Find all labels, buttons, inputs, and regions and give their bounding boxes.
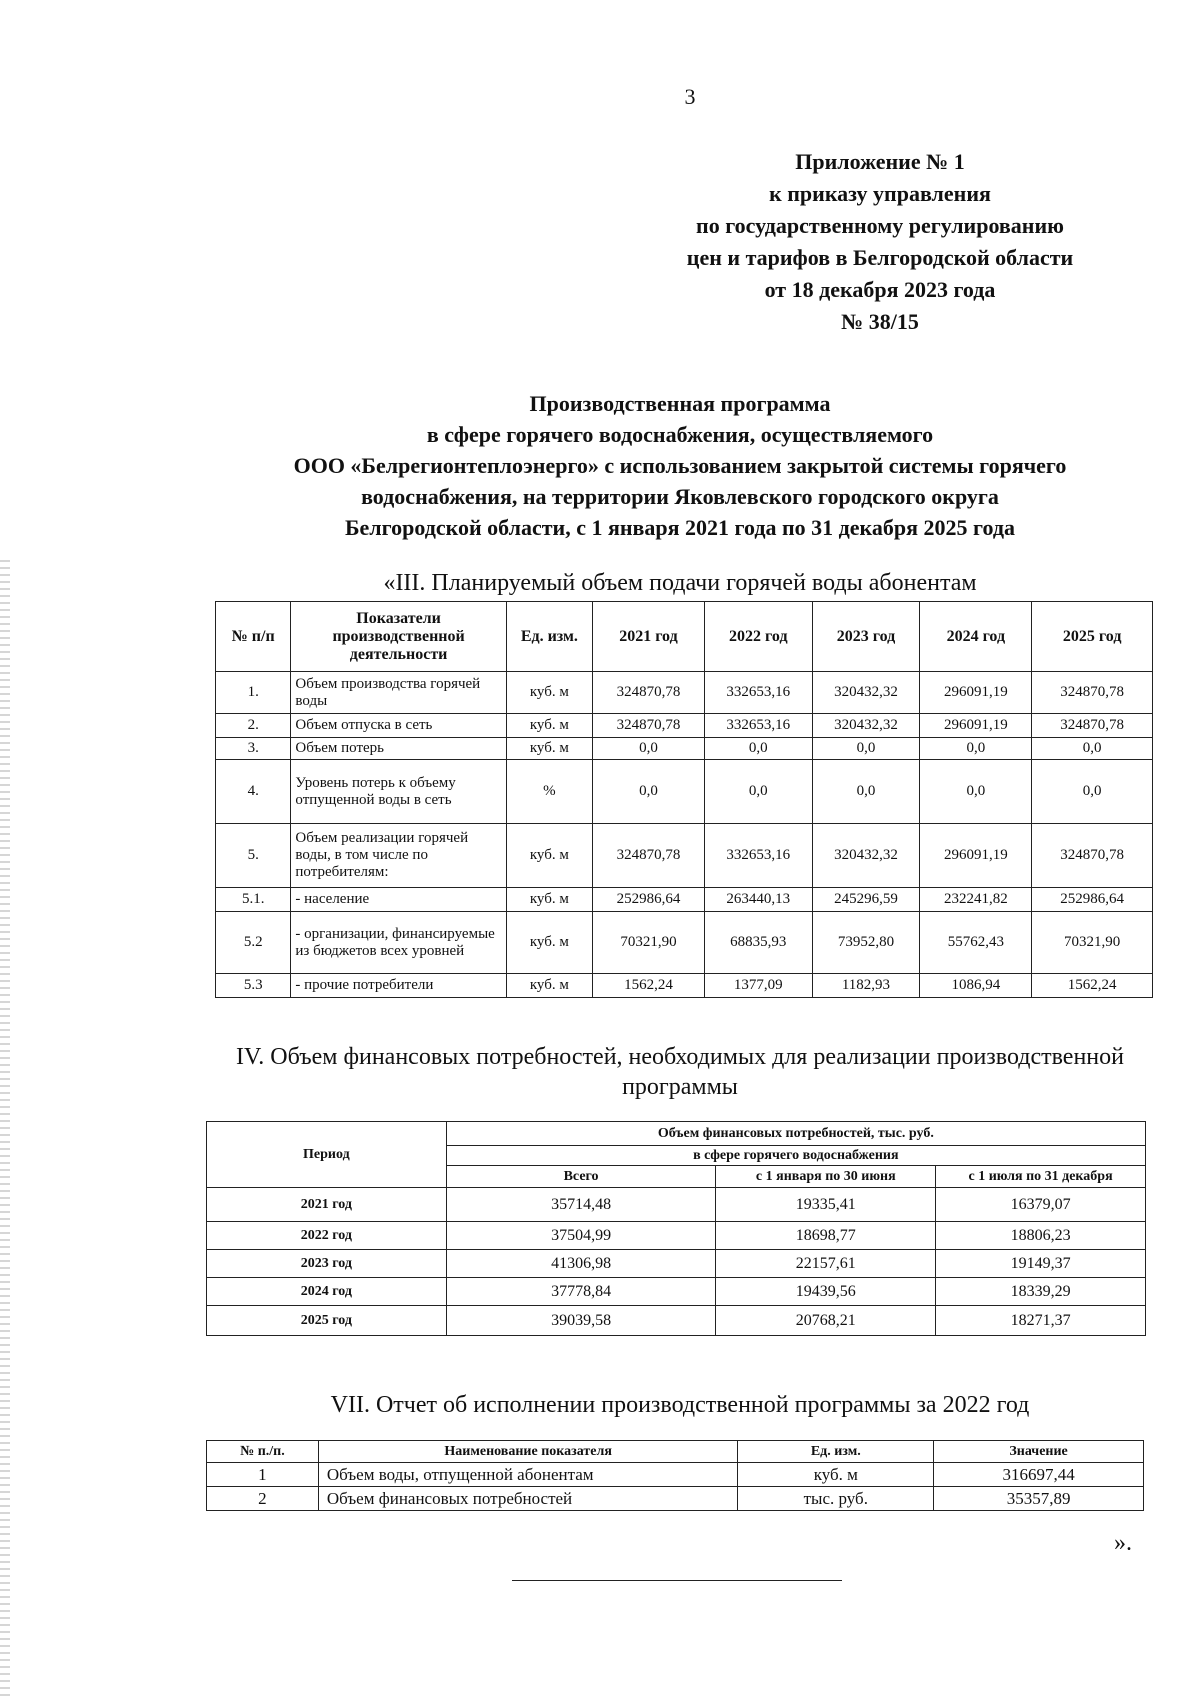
- program-title-line: Белгородской области, с 1 января 2021 года по 31 декабря 2025 года: [345, 515, 1015, 540]
- value-2021: 324870,78: [592, 714, 704, 738]
- value-2025: 1562,24: [1032, 974, 1153, 998]
- value-2022: 68835,93: [704, 912, 812, 974]
- value-h2: 16379,07: [936, 1188, 1146, 1222]
- table-row: [207, 1250, 1146, 1278]
- period: 2025 год: [207, 1306, 447, 1336]
- row-number: 5.: [216, 824, 291, 888]
- value-2021: 0,0: [592, 738, 704, 760]
- value-2022: 0,0: [704, 760, 812, 824]
- value-total: 39039,58: [446, 1306, 716, 1336]
- value-total: 37504,99: [446, 1222, 716, 1250]
- value-h1: 19335,41: [716, 1188, 936, 1222]
- program-title-line: в сфере горячего водоснабжения, осуществляемого: [426, 422, 934, 447]
- value-2021: 324870,78: [592, 824, 704, 888]
- page-number: 3: [684, 84, 696, 109]
- row-number: 1.: [216, 672, 291, 714]
- value-2024: 1086,94: [920, 974, 1032, 998]
- value-h1: 19439,56: [716, 1278, 936, 1306]
- section7-title: VII. Отчет об исполнении производственной программы за 2022 год: [330, 1392, 1030, 1418]
- indicator-name: Уровень потерь к объему отпущенной воды в сеть: [291, 760, 506, 824]
- value-2022: 0,0: [704, 738, 812, 760]
- value: 35357,89: [934, 1487, 1144, 1511]
- table-row: [216, 714, 1153, 738]
- program-title-line: ООО «Белрегионтеплоэнерго» с использованием закрытой системы горячего: [293, 453, 1067, 478]
- header-cell: № п/п: [216, 602, 291, 672]
- closing-quote-mark: ».: [1114, 1530, 1132, 1556]
- value: 316697,44: [934, 1463, 1144, 1487]
- header-cell: Ед. изм.: [738, 1441, 934, 1463]
- indicator-name: Объем финансовых потребностей: [318, 1487, 738, 1511]
- indicator-name: Объем потерь: [291, 738, 506, 760]
- value-h2: 19149,37: [936, 1250, 1146, 1278]
- header-cell: 2025 год: [1032, 602, 1153, 672]
- value-2021: 0,0: [592, 760, 704, 824]
- value-2024: 232241,82: [920, 888, 1032, 912]
- header-main: Объем финансовых потребностей, тыс. руб.: [446, 1122, 1145, 1146]
- value-h2: 18806,23: [936, 1222, 1146, 1250]
- value-2025: 324870,78: [1032, 824, 1153, 888]
- section3-title: «III. Планируемый объем подачи горячей воды абонентам: [383, 570, 977, 596]
- header-cell: Наименование показателя: [318, 1441, 738, 1463]
- table-header-row: [207, 1122, 1146, 1146]
- header-cell: Значение: [934, 1441, 1144, 1463]
- row-number: 3.: [216, 738, 291, 760]
- indicator-name: - организации, финансируемые из бюджетов всех уровней: [291, 912, 506, 974]
- header-cell: Всего: [446, 1166, 716, 1188]
- table-header-row: [207, 1441, 1144, 1463]
- indicator-name: Объем производства горячей воды: [291, 672, 506, 714]
- header-cell: Показатели производственной деятельности: [291, 602, 506, 672]
- indicator-name: Объем отпуска в сеть: [291, 714, 506, 738]
- value-2025: 324870,78: [1032, 672, 1153, 714]
- row-number: 2.: [216, 714, 291, 738]
- value-2025: 324870,78: [1032, 714, 1153, 738]
- row-number: 5.2: [216, 912, 291, 974]
- row-number: 5.1.: [216, 888, 291, 912]
- value-2024: 296091,19: [920, 714, 1032, 738]
- value-2024: 55762,43: [920, 912, 1032, 974]
- header-cell: Ед. изм.: [506, 602, 592, 672]
- table-row: [216, 912, 1153, 974]
- value-2023: 320432,32: [812, 824, 920, 888]
- value-total: 37778,84: [446, 1278, 716, 1306]
- table-row: [216, 824, 1153, 888]
- indicator-name: - население: [291, 888, 506, 912]
- appendix-line: цен и тарифов в Белгородской области: [686, 245, 1074, 270]
- value-2023: 0,0: [812, 738, 920, 760]
- value-2023: 73952,80: [812, 912, 920, 974]
- unit: куб. м: [506, 824, 592, 888]
- value-2024: 0,0: [920, 738, 1032, 760]
- unit: куб. м: [506, 888, 592, 912]
- header-cell: 2022 год: [704, 602, 812, 672]
- unit: куб. м: [506, 974, 592, 998]
- table-row: [207, 1306, 1146, 1336]
- value-2021: 324870,78: [592, 672, 704, 714]
- unit: куб. м: [506, 672, 592, 714]
- value-2023: 320432,32: [812, 672, 920, 714]
- indicator-name: - прочие потребители: [291, 974, 506, 998]
- value-2025: 252986,64: [1032, 888, 1153, 912]
- value-2021: 252986,64: [592, 888, 704, 912]
- value-2022: 332653,16: [704, 672, 812, 714]
- unit: тыс. руб.: [738, 1487, 934, 1511]
- appendix-line: по государственному регулированию: [696, 213, 1064, 238]
- section4-title: IV. Объем финансовых потребностей, необходимых для реализации производственной программы: [236, 1044, 1124, 1100]
- table-row: [216, 888, 1153, 912]
- value-2023: 0,0: [812, 760, 920, 824]
- table-row: [216, 672, 1153, 714]
- period: 2022 год: [207, 1222, 447, 1250]
- period: 2021 год: [207, 1188, 447, 1222]
- program-title-line: Производственная программа: [529, 391, 831, 416]
- table-row: [207, 1463, 1144, 1487]
- section4-table: [206, 1121, 1146, 1336]
- header-sub: в сфере горячего водоснабжения: [446, 1146, 1145, 1166]
- value-h2: 18271,37: [936, 1306, 1146, 1336]
- unit: куб. м: [506, 714, 592, 738]
- value-2022: 263440,13: [704, 888, 812, 912]
- table-row: [207, 1222, 1146, 1250]
- unit: куб. м: [738, 1463, 934, 1487]
- unit: куб. м: [506, 738, 592, 760]
- row-number: 4.: [216, 760, 291, 824]
- value-total: 35714,48: [446, 1188, 716, 1222]
- unit: %: [506, 760, 592, 824]
- header-cell: № п./п.: [207, 1441, 319, 1463]
- value-2022: 1377,09: [704, 974, 812, 998]
- header-cell: 2024 год: [920, 602, 1032, 672]
- period: 2023 год: [207, 1250, 447, 1278]
- value-2023: 1182,93: [812, 974, 920, 998]
- row-number: 1: [207, 1463, 319, 1487]
- appendix-line: Приложение № 1: [795, 149, 965, 174]
- row-number: 2: [207, 1487, 319, 1511]
- table-row: [207, 1188, 1146, 1222]
- value-2021: 1562,24: [592, 974, 704, 998]
- bottom-rule: [512, 1580, 842, 1581]
- section3-table: [215, 601, 1153, 998]
- value-2022: 332653,16: [704, 714, 812, 738]
- table-row: [216, 974, 1153, 998]
- appendix-line: № 38/15: [841, 309, 919, 334]
- row-number: 5.3: [216, 974, 291, 998]
- scan-edge-artifact: [0, 560, 10, 1697]
- value-h2: 18339,29: [936, 1278, 1146, 1306]
- table-row: [207, 1278, 1146, 1306]
- table-row: [216, 760, 1153, 824]
- header-period: Период: [207, 1122, 447, 1188]
- indicator-name: Объем реализации горячей воды, в том числе по потребителям:: [291, 824, 506, 888]
- table-row: [216, 738, 1153, 760]
- value-total: 41306,98: [446, 1250, 716, 1278]
- value-2025: 0,0: [1032, 760, 1153, 824]
- table-row: [207, 1487, 1144, 1511]
- value-2023: 245296,59: [812, 888, 920, 912]
- program-title: [200, 388, 1160, 543]
- value-2024: 0,0: [920, 760, 1032, 824]
- value-2024: 296091,19: [920, 824, 1032, 888]
- section7-table: [206, 1440, 1144, 1511]
- value-h1: 20768,21: [716, 1306, 936, 1336]
- value-2022: 332653,16: [704, 824, 812, 888]
- value-2023: 320432,32: [812, 714, 920, 738]
- program-title-line: водоснабжения, на территории Яковлевского городского округа: [361, 484, 999, 509]
- appendix-header: [640, 146, 1120, 338]
- indicator-name: Объем воды, отпущенной абонентам: [318, 1463, 738, 1487]
- header-cell: 2023 год: [812, 602, 920, 672]
- value-h1: 18698,77: [716, 1222, 936, 1250]
- appendix-line: к приказу управления: [769, 181, 991, 206]
- header-cell: с 1 июля по 31 декабря: [936, 1166, 1146, 1188]
- header-cell: с 1 января по 30 июня: [716, 1166, 936, 1188]
- table-header-row: [216, 602, 1153, 672]
- period: 2024 год: [207, 1278, 447, 1306]
- value-2025: 70321,90: [1032, 912, 1153, 974]
- header-cell: 2021 год: [592, 602, 704, 672]
- unit: куб. м: [506, 912, 592, 974]
- value-h1: 22157,61: [716, 1250, 936, 1278]
- appendix-line: от 18 декабря 2023 года: [764, 277, 996, 302]
- value-2025: 0,0: [1032, 738, 1153, 760]
- value-2021: 70321,90: [592, 912, 704, 974]
- value-2024: 296091,19: [920, 672, 1032, 714]
